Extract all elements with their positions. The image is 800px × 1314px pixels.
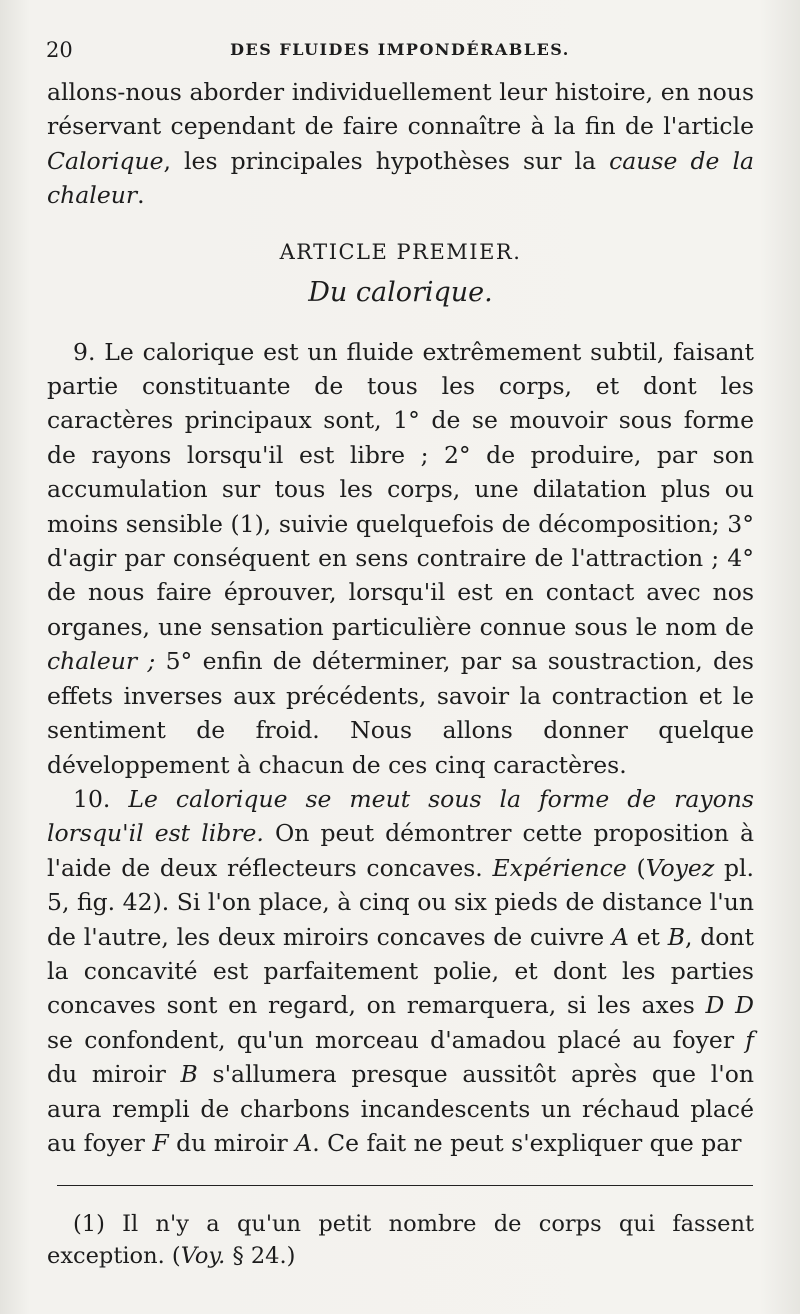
footnote-text [47, 1208, 754, 1272]
emphasis-experience: Expérience [492, 853, 627, 882]
page-header [46, 34, 754, 64]
intro-emphasis-cause: cause de la chaleur [47, 146, 754, 210]
intro-text: allons-nous aborder individuellement leur histoire, en nous réservant cependant de faire connaître à la fin de l'article [47, 78, 754, 141]
paragraph-text: 5° enfin de déterminer, par sa soustraction, des effets inverses aux précédents, savoir la contraction et le sentiment de froid. Nous allons donner quelque développement à chacun de ces cinq caractères. [47, 647, 754, 779]
intro-paragraph [47, 75, 754, 213]
emphasis-voy: Voy. [180, 1243, 226, 1269]
paragraph-lead-italic: Le calorique se meut sous la forme de rayons lorsqu'il est libre. [47, 784, 754, 848]
paragraph-text: du miroir [47, 1060, 181, 1089]
label-f: f [745, 1025, 754, 1054]
running-title: DES FLUIDES IMPONDÉRABLES. [230, 40, 570, 59]
emphasis-chaleur: chaleur ; [47, 647, 156, 676]
paragraph-text: s'allumera presque aussitôt après que l'on aura rempli de charbons incandescents un réchaud placé au foyer [47, 1060, 754, 1157]
label-a: A [611, 922, 629, 951]
intro-emphasis-calorique: Calorique [47, 146, 164, 175]
paragraph-text: ( [626, 853, 646, 882]
label-axes: D D [705, 991, 754, 1020]
footnote-divider [57, 1185, 753, 1186]
paragraph-text: et [628, 922, 668, 951]
paragraph-text: du miroir [168, 1128, 296, 1157]
footnote-text-part: (1) Il n'y a qu'un petit nombre de corps qui fassent exception. ( [47, 1211, 754, 1269]
label-f-upper: F [152, 1128, 169, 1157]
article-heading: ARTICLE PREMIER. [279, 239, 522, 264]
intro-text: . [137, 181, 145, 210]
label-a: A [295, 1128, 313, 1157]
footnote [47, 1208, 754, 1272]
paragraph-10 [47, 782, 754, 1160]
paragraph-text: . Ce fait ne peut s'expliquer que par [312, 1128, 742, 1157]
paragraph-text: pl. 5, fig. 42). Si l'on place, à cinq ou six pieds de distance l'un de l'autre, les deux miroirs concaves de cuivre [47, 853, 755, 951]
label-b: B [667, 922, 686, 951]
page-number: 20 [46, 38, 73, 62]
paragraph-9 [47, 335, 754, 782]
intro-text: , les principales hypothèses sur la [163, 146, 610, 175]
article-subheading: Du calorique. [308, 276, 493, 308]
paragraph-text: 9. Le calorique est un fluide extrêmement subtil, faisant partie constituante de tous les corps, et dont les caractères principaux sont, 1° de se mouvoir sous forme de rayons lorsqu'il est libre ; 2° de produire, par son accumulation sur tous les corps, une dilatation plus ou moins sensible (1), suivie quelquefois de décomposition; 3° d'agir par conséquent en sens contraire de l'attraction ; 4° de nous faire éprouver, lorsqu'il est en contact avec nos organes, une sensation particulière connue sous le nom de [47, 337, 754, 641]
emphasis-voyez: Voyez [645, 853, 715, 882]
paragraph-text: , dont la concavité est parfaitement polie, et dont les parties concaves sont en regard, on remarquera, si les axes [47, 922, 754, 1020]
paragraph-number: 10. [73, 784, 129, 813]
footnote-text-part: § 24.) [225, 1243, 296, 1269]
label-b: B [180, 1060, 198, 1089]
page-body [47, 75, 754, 1160]
paragraph-text: On peut démontrer cette proposition à l'aide de deux réflecteurs concaves. [47, 819, 754, 882]
paragraph-text: se confondent, qu'un morceau d'amadou placé au foyer [47, 1025, 746, 1054]
